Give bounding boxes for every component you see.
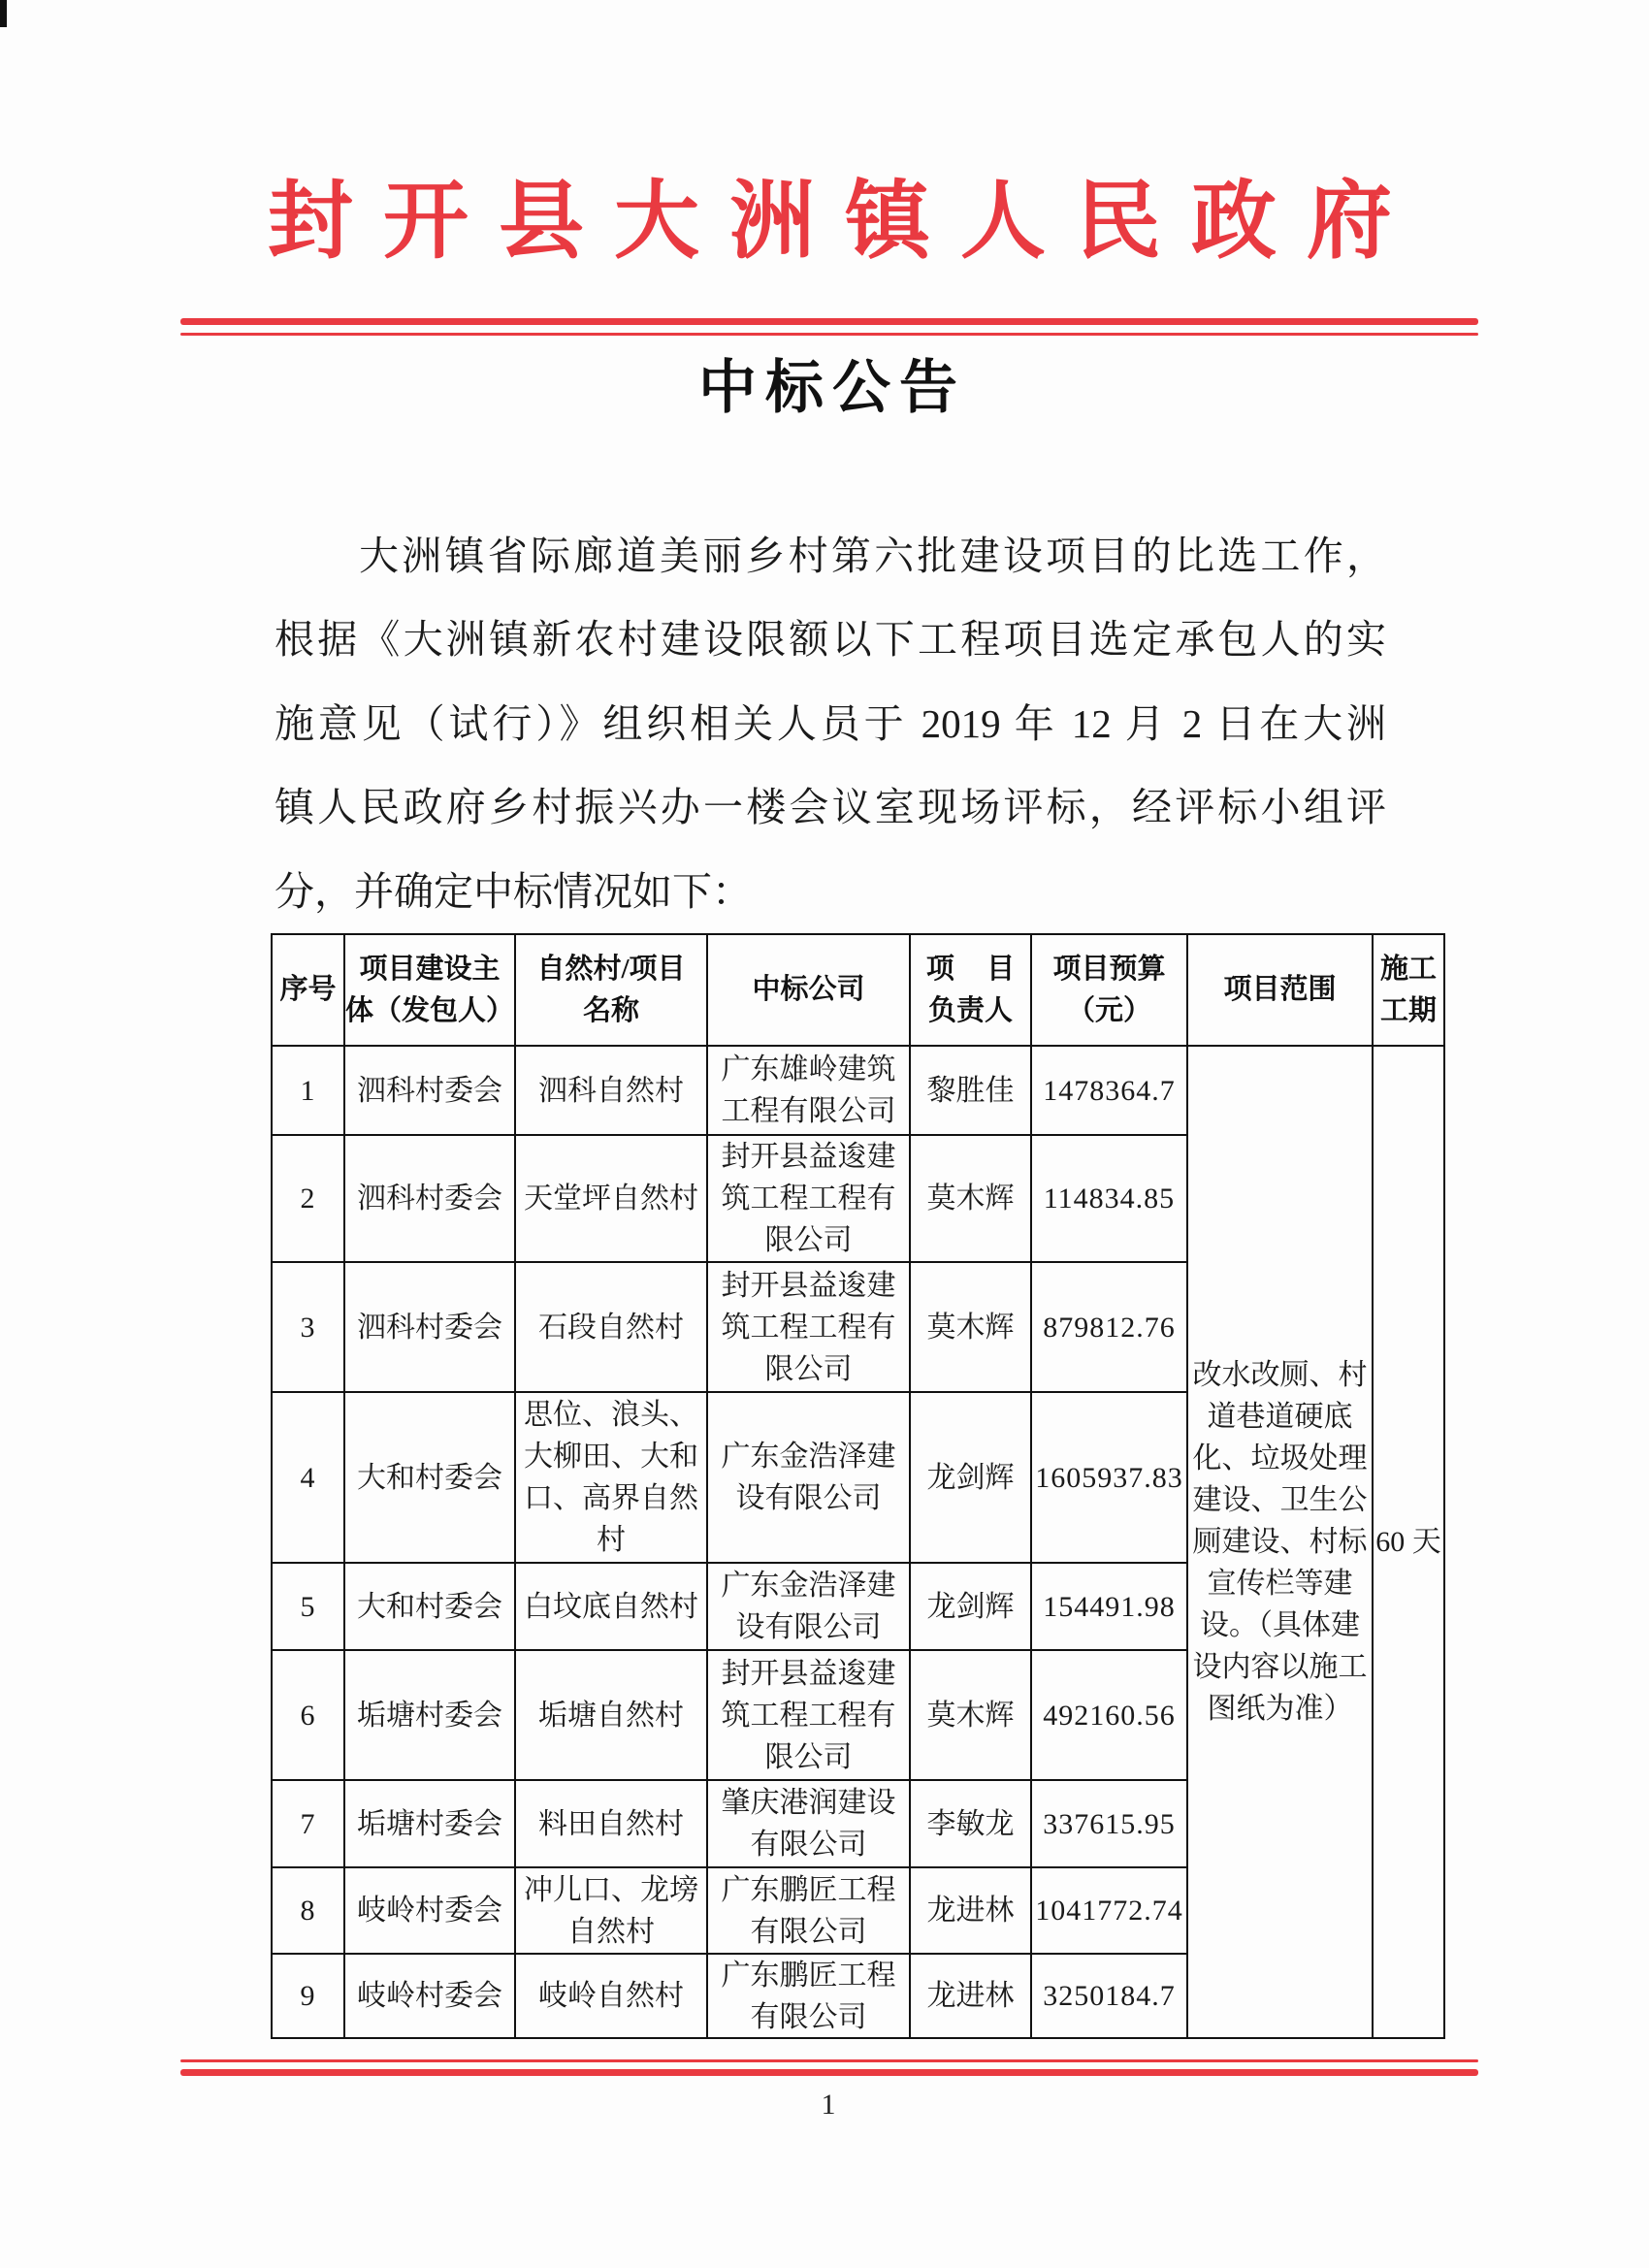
table-header-cell-line: 中标公司 bbox=[752, 974, 865, 1005]
cell-project-manager-text: 龙剑辉 bbox=[926, 1461, 1015, 1494]
letterhead-rule-thick bbox=[180, 318, 1478, 325]
cell-village-name-line: 白坟底自然村 bbox=[524, 1590, 698, 1623]
cell-winning-company-line: 广东金浩泽建 bbox=[721, 1441, 896, 1473]
cell-construction-period bbox=[1374, 1047, 1445, 2039]
cell-project-owner-text: 泗科村委会 bbox=[357, 1183, 502, 1215]
cell-project-owner-text: 泗科村委会 bbox=[357, 1074, 502, 1107]
cell-serial-number bbox=[273, 1651, 345, 1781]
footer-rule-thin bbox=[180, 2059, 1478, 2062]
cell-village-name-line: 口、高界自然 bbox=[524, 1482, 698, 1514]
cell-project-scope-line: 道巷道硬底 bbox=[1207, 1401, 1353, 1433]
cell-project-manager bbox=[911, 1564, 1032, 1651]
cell-project-manager-text: 龙进林 bbox=[926, 1895, 1015, 1927]
cell-winning-company-line: 筑工程工程有 bbox=[721, 1311, 896, 1344]
cell-serial-number-text: 1 bbox=[300, 1074, 316, 1107]
cell-village-name bbox=[516, 1047, 708, 1136]
cell-project-scope bbox=[1188, 1047, 1374, 2039]
cell-project-budget-text: 114834.85 bbox=[1043, 1183, 1176, 1215]
cell-project-manager-text: 莫木辉 bbox=[926, 1183, 1015, 1215]
cell-project-scope-line: 图纸为准） bbox=[1207, 1693, 1353, 1725]
cell-project-owner-text: 垢塘村委会 bbox=[357, 1699, 502, 1732]
cell-winning-company-line: 广东雄岭建筑 bbox=[721, 1053, 896, 1085]
cell-serial-number-text: 2 bbox=[300, 1183, 316, 1215]
cell-winning-company-line: 封开县益逡建 bbox=[721, 1269, 896, 1302]
cell-village-name-line: 垢塘自然村 bbox=[538, 1699, 684, 1732]
cell-project-budget bbox=[1032, 1781, 1188, 1868]
cell-project-scope-line: 厕建设、村标 bbox=[1192, 1526, 1368, 1558]
cell-village-name bbox=[516, 1564, 708, 1651]
cell-project-scope-line: 建设、卫生公 bbox=[1192, 1484, 1368, 1516]
cell-project-budget bbox=[1032, 1047, 1188, 1136]
body-line: 根据《大洲镇新农村建设限额以下工程项目选定承包人的实 bbox=[275, 617, 1386, 662]
table-header-cell bbox=[708, 935, 911, 1047]
table-header-cell-line: （元） bbox=[1066, 994, 1151, 1026]
cell-village-name bbox=[516, 1781, 708, 1868]
body-line: 分，并确定中标情况如下： bbox=[275, 869, 752, 914]
cell-project-scope-line: 宣传栏等建 bbox=[1207, 1568, 1353, 1600]
cell-serial-number-text: 3 bbox=[300, 1311, 316, 1344]
cell-project-manager bbox=[911, 1047, 1032, 1136]
cell-village-name-line: 料田自然村 bbox=[538, 1807, 684, 1840]
cell-village-name-line: 冲儿口、龙塝 bbox=[524, 1873, 698, 1906]
cell-project-budget bbox=[1032, 1868, 1188, 1955]
cell-project-manager bbox=[911, 1651, 1032, 1781]
cell-project-budget bbox=[1032, 1393, 1188, 1564]
cell-village-name-line: 大柳田、大和 bbox=[524, 1441, 698, 1473]
cell-winning-company-line: 广东鹏匠工程 bbox=[721, 1959, 896, 1992]
cell-project-manager-text: 龙剑辉 bbox=[926, 1590, 1015, 1623]
table-header-cell bbox=[345, 935, 516, 1047]
cell-serial-number-text: 6 bbox=[300, 1699, 316, 1732]
cell-winning-company-line: 肇庆港润建设 bbox=[721, 1787, 896, 1819]
cell-construction-period-text: 60 天 bbox=[1375, 1526, 1441, 1558]
cell-serial-number bbox=[273, 1781, 345, 1868]
cell-winning-company bbox=[708, 1136, 911, 1263]
table-header-cell bbox=[516, 935, 708, 1047]
cell-project-manager bbox=[911, 1136, 1032, 1263]
cell-project-budget bbox=[1032, 1651, 1188, 1781]
cell-village-name-line: 村 bbox=[597, 1524, 626, 1556]
cell-project-budget bbox=[1032, 1564, 1188, 1651]
cell-village-name bbox=[516, 1651, 708, 1781]
cell-village-name bbox=[516, 1393, 708, 1564]
cell-village-name-line: 岐岭自然村 bbox=[538, 1980, 684, 2012]
table-header-cell bbox=[1032, 935, 1188, 1047]
document-title: 中标公告 bbox=[698, 356, 966, 420]
cell-serial-number-text: 4 bbox=[300, 1461, 316, 1494]
cell-project-scope-line: 设内容以施工 bbox=[1192, 1651, 1368, 1683]
cell-project-owner-text: 大和村委会 bbox=[357, 1590, 502, 1623]
cell-project-owner bbox=[345, 1955, 516, 2039]
cell-project-budget-text: 1605937.83 bbox=[1035, 1461, 1183, 1494]
cell-winning-company bbox=[708, 1955, 911, 2039]
cell-serial-number-text: 5 bbox=[300, 1590, 316, 1623]
cell-project-owner bbox=[345, 1781, 516, 1868]
table-header-cell-line: 项目建设主 bbox=[359, 953, 501, 985]
cell-project-owner-text: 大和村委会 bbox=[357, 1461, 502, 1494]
table-header-cell-line: 体（发包人） bbox=[345, 994, 515, 1026]
scan-mark bbox=[0, 0, 7, 27]
table-header-cell-line: 项 目 bbox=[925, 953, 1016, 985]
cell-village-name bbox=[516, 1263, 708, 1393]
cell-project-budget-text: 879812.76 bbox=[1043, 1311, 1176, 1344]
cell-winning-company-line: 工程有限公司 bbox=[721, 1095, 896, 1127]
cell-serial-number-text: 8 bbox=[300, 1895, 316, 1927]
cell-project-budget-text: 1041772.74 bbox=[1035, 1895, 1183, 1927]
table-header-cell-line: 名称 bbox=[582, 994, 639, 1026]
cell-winning-company-line: 限公司 bbox=[764, 1740, 853, 1773]
cell-village-name bbox=[516, 1868, 708, 1955]
cell-village-name-line: 自然村 bbox=[567, 1915, 655, 1948]
cell-winning-company bbox=[708, 1263, 911, 1393]
letterhead-rule-thin bbox=[180, 333, 1478, 336]
cell-project-budget-text: 492160.56 bbox=[1043, 1699, 1176, 1732]
cell-serial-number bbox=[273, 1263, 345, 1393]
table-header-cell-line: 自然村/项目 bbox=[536, 953, 686, 985]
cell-project-manager-text: 莫木辉 bbox=[926, 1311, 1015, 1344]
cell-winning-company-line: 广东金浩泽建 bbox=[721, 1570, 896, 1602]
table-header-cell-line: 工期 bbox=[1379, 994, 1437, 1026]
cell-project-owner-text: 垢塘村委会 bbox=[357, 1807, 502, 1840]
cell-village-name-line: 天堂坪自然村 bbox=[524, 1183, 698, 1215]
cell-winning-company bbox=[708, 1047, 911, 1136]
cell-project-budget-text: 3250184.7 bbox=[1043, 1980, 1176, 2012]
table-header-cell-line: 项目范围 bbox=[1223, 974, 1337, 1005]
cell-village-name-line: 思位、浪头、 bbox=[524, 1399, 698, 1431]
table-header-cell-line: 负责人 bbox=[927, 994, 1013, 1026]
body-line: 施意见（试行）》组织相关人员于 2019 年 12 月 2 日在大洲 bbox=[275, 701, 1386, 746]
cell-project-budget-text: 154491.98 bbox=[1043, 1590, 1176, 1623]
cell-project-owner-text: 岐岭村委会 bbox=[357, 1980, 502, 2012]
cell-winning-company-line: 封开县益逡建 bbox=[721, 1657, 896, 1690]
cell-winning-company-line: 筑工程工程有 bbox=[721, 1183, 896, 1215]
cell-project-budget bbox=[1032, 1955, 1188, 2039]
cell-project-owner bbox=[345, 1564, 516, 1651]
cell-winning-company-line: 有限公司 bbox=[750, 1829, 867, 1861]
table-header-cell bbox=[1374, 935, 1445, 1047]
cell-village-name bbox=[516, 1136, 708, 1263]
cell-serial-number bbox=[273, 1868, 345, 1955]
cell-winning-company bbox=[708, 1868, 911, 1955]
cell-project-owner-text: 泗科村委会 bbox=[357, 1311, 502, 1344]
cell-serial-number-text: 7 bbox=[300, 1807, 316, 1840]
cell-winning-company bbox=[708, 1564, 911, 1651]
table-header-cell bbox=[273, 935, 345, 1047]
footer-rule-thick bbox=[180, 2069, 1478, 2076]
cell-serial-number bbox=[273, 1564, 345, 1651]
cell-project-manager bbox=[911, 1263, 1032, 1393]
table-header-cell bbox=[911, 935, 1032, 1047]
table-header-cell-line: 序号 bbox=[279, 974, 337, 1005]
cell-project-scope-line: 改水改厕、村 bbox=[1192, 1359, 1368, 1391]
cell-project-budget bbox=[1032, 1136, 1188, 1263]
cell-project-scope-line: 设。（具体建 bbox=[1200, 1609, 1360, 1641]
cell-project-manager-text: 莫木辉 bbox=[926, 1699, 1015, 1732]
cell-project-manager bbox=[911, 1868, 1032, 1955]
cell-serial-number bbox=[273, 1047, 345, 1136]
cell-serial-number-text: 9 bbox=[300, 1980, 316, 2012]
cell-project-owner bbox=[345, 1263, 516, 1393]
cell-project-manager bbox=[911, 1955, 1032, 2039]
cell-serial-number bbox=[273, 1136, 345, 1263]
cell-project-manager-text: 黎胜佳 bbox=[926, 1074, 1015, 1107]
letterhead-title: 封开县大洲镇人民政府 bbox=[268, 176, 1423, 270]
cell-winning-company-line: 设有限公司 bbox=[735, 1611, 882, 1643]
cell-winning-company-line: 设有限公司 bbox=[735, 1482, 882, 1514]
cell-project-owner bbox=[345, 1136, 516, 1263]
cell-winning-company bbox=[708, 1781, 911, 1868]
cell-project-manager-text: 龙进林 bbox=[926, 1980, 1015, 2012]
cell-winning-company bbox=[708, 1393, 911, 1564]
cell-project-budget-text: 1478364.7 bbox=[1043, 1074, 1176, 1107]
table-header-cell-line: 项目预算 bbox=[1052, 953, 1166, 985]
cell-winning-company-line: 有限公司 bbox=[750, 2000, 867, 2033]
cell-village-name-line: 石段自然村 bbox=[538, 1311, 684, 1344]
cell-winning-company-line: 有限公司 bbox=[750, 1915, 867, 1948]
body-line: 大洲镇省际廊道美丽乡村第六批建设项目的比选工作， bbox=[359, 534, 1386, 578]
table-header-cell bbox=[1188, 935, 1374, 1047]
cell-winning-company-line: 限公司 bbox=[764, 1352, 853, 1385]
cell-project-manager-text: 李敏龙 bbox=[926, 1807, 1015, 1840]
cell-project-owner bbox=[345, 1393, 516, 1564]
bid-result-table bbox=[271, 933, 1445, 2039]
cell-village-name bbox=[516, 1955, 708, 2039]
cell-project-owner bbox=[345, 1868, 516, 1955]
cell-winning-company-line: 广东鹏匠工程 bbox=[721, 1873, 896, 1906]
cell-village-name-line: 泗科自然村 bbox=[538, 1074, 684, 1107]
table-header-cell-line: 施工 bbox=[1379, 953, 1437, 985]
cell-project-scope-line: 化、垃圾处理 bbox=[1192, 1442, 1368, 1474]
cell-project-budget bbox=[1032, 1263, 1188, 1393]
cell-winning-company-line: 限公司 bbox=[764, 1224, 853, 1256]
body-line: 镇人民政府乡村振兴办一楼会议室现场评标，经评标小组评 bbox=[275, 785, 1386, 829]
cell-project-budget-text: 337615.95 bbox=[1043, 1807, 1176, 1840]
cell-project-manager bbox=[911, 1393, 1032, 1564]
cell-winning-company bbox=[708, 1651, 911, 1781]
cell-project-owner bbox=[345, 1047, 516, 1136]
cell-winning-company-line: 筑工程工程有 bbox=[721, 1699, 896, 1732]
cell-winning-company-line: 封开县益逡建 bbox=[721, 1141, 896, 1173]
cell-serial-number bbox=[273, 1393, 345, 1564]
cell-project-manager bbox=[911, 1781, 1032, 1868]
cell-project-owner bbox=[345, 1651, 516, 1781]
cell-serial-number bbox=[273, 1955, 345, 2039]
page-number: 1 bbox=[821, 2089, 836, 2121]
cell-project-owner-text: 岐岭村委会 bbox=[357, 1895, 502, 1927]
